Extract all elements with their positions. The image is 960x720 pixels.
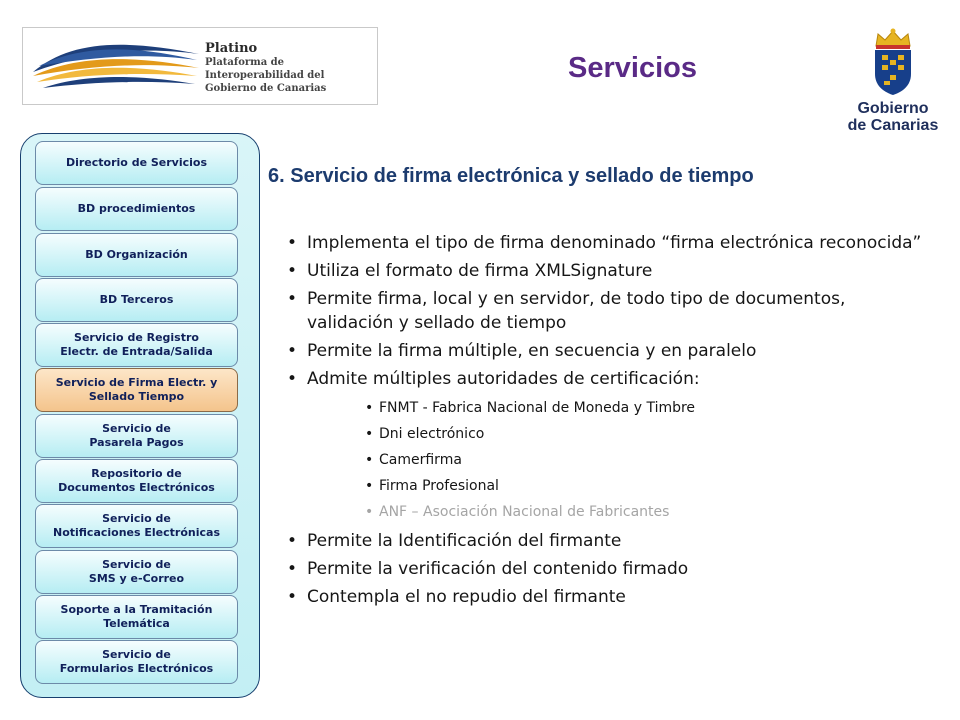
nav-directorio-servicios[interactable]: Directorio de Servicios [35,141,238,185]
platino-logo [22,27,378,105]
list-item: • Permite la verificación del contenido firmado [287,557,927,581]
nav-servicio-registro[interactable]: Servicio de Registro Electr. de Entrada/Salida [35,323,238,367]
nav-formularios[interactable]: Servicio de Formularios Electrónicos [35,640,238,684]
nav-bd-terceros[interactable]: BD Terceros [35,278,238,322]
logo-title: Platino [205,41,258,56]
authority-item-muted: • ANF – Asociación Nacional de Fabricantes [287,499,927,525]
authority-item: • Firma Profesional [287,473,927,499]
nav-soporte-tramitacion[interactable]: Soporte a la Tramitación Telemática [35,595,238,639]
section-title: 6. Servicio de firma electrónica y sellado de tiempo [268,165,754,187]
list-item: • Permite la firma múltiple, en secuencia y en paralelo [287,339,927,363]
list-item: • Permite firma, local y en servidor, de todo tipo de documentos, validación y sellado de tiempo [287,287,927,335]
authority-item: • Camerfirma [287,447,927,473]
platino-logo-text [205,41,377,95]
list-item: • Contempla el no repudio del firmante [287,585,927,609]
nav-repositorio-documentos[interactable]: Repositorio de Documentos Electrónicos [35,459,238,503]
gov-line-1: Gobierno [857,100,929,117]
nav-sms-correo[interactable]: Servicio de SMS y e-Correo [35,550,238,594]
authority-item: • Dni electrónico [287,421,927,447]
platino-swoosh-icon [29,32,201,102]
nav-notificaciones[interactable]: Servicio de Notificaciones Electrónicas [35,504,238,548]
coat-of-arms-icon [870,28,916,96]
list-item: • Permite la Identificación del firmante [287,529,927,553]
authority-item: • FNMT - Fabrica Nacional de Moneda y Timbre [287,395,927,421]
gobierno-canarias-wordmark [838,100,948,134]
authorities-list [287,395,927,525]
feature-list [287,231,927,613]
list-item: • Admite múltiples autoridades de certificación: [287,367,927,391]
nav-pasarela-pagos[interactable]: Servicio de Pasarela Pagos [35,414,238,458]
page-title: Servicios [568,52,697,84]
logo-line-2: Gobierno de Canarias [205,83,327,94]
gov-line-2: de Canarias [847,117,939,134]
nav-servicio-firma-active[interactable]: Servicio de Firma Electr. y Sellado Tiempo [35,368,238,412]
gobierno-canarias-logo [838,28,948,136]
logo-line-1: Plataforma de Interoperabilidad del [205,57,325,81]
list-item: • Utiliza el formato de firma XMLSignature [287,259,927,283]
nav-bd-organizacion[interactable]: BD Organización [35,233,238,277]
list-item: • Implementa el tipo de firma denominado “firma electrónica reconocida” [287,231,927,255]
nav-bd-procedimientos[interactable]: BD procedimientos [35,187,238,231]
